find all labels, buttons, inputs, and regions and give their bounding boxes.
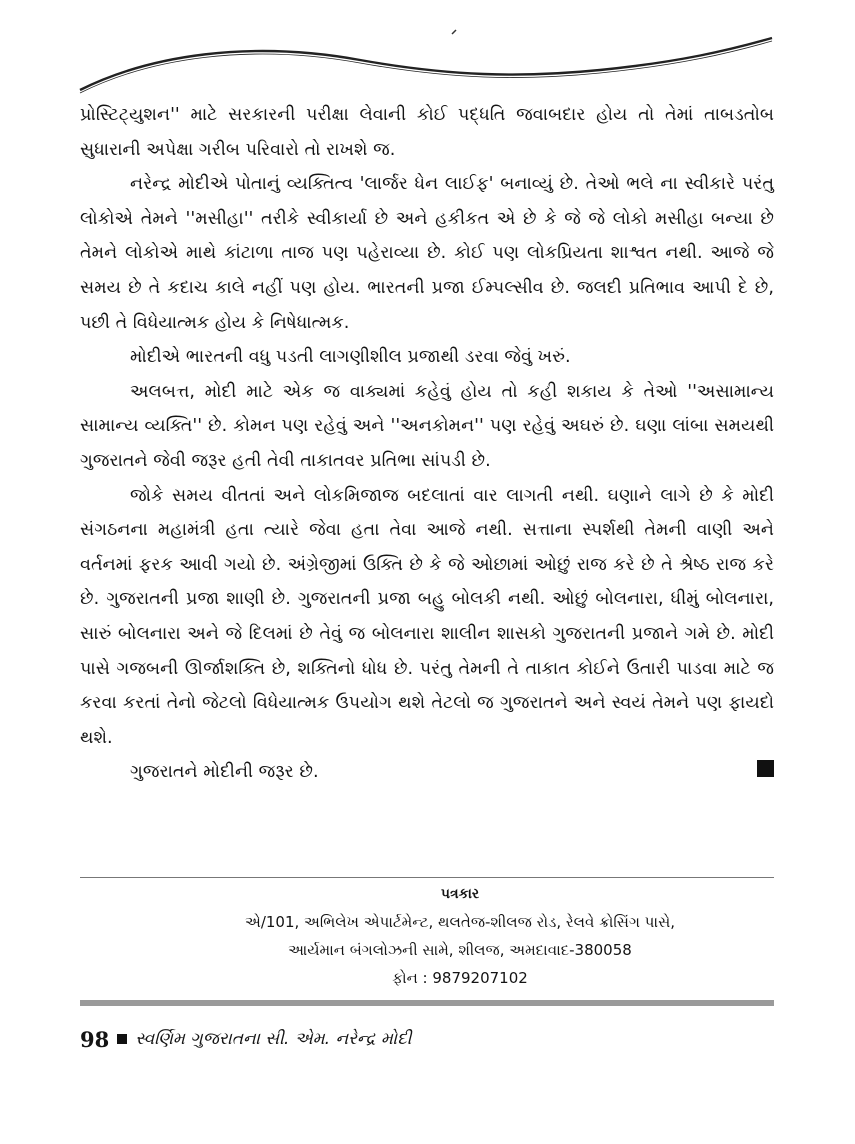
- divider-line: [80, 877, 774, 878]
- author-details: [200, 880, 720, 992]
- footer-divider-bar: [80, 1000, 774, 1006]
- paragraph: અલબત્ત, મોદી માટે એક જ વાક્યમાં કહેવું હોય તો કહી શકાય કે તેઓ ''અસામાન્ય સામાન્ય વ્યક્તિ'' છે. કોમન પણ રહેવું અને ''અનકોમન'' પણ રહેવું અઘરું છે. ઘણા લાંબા સમયથી ગુજરાતને જેવી જરૂર હતી તેવી તાકાતવર પ્રતિભા સાંપડી છે.: [80, 381, 774, 471]
- author-role: પત્રકાર: [440, 886, 480, 902]
- paragraph: નરેન્દ્ર મોદીએ પોતાનું વ્યક્તિત્વ 'લાર્જર ધેન લાઈફ' બનાવ્યું છે. તેઓ ભલે ના સ્વીકારે પરંતુ લોકોએ તેમને ''મસીહા'' તરીકે સ્વીકાર્યા છે અને હકીકત એ છે કે જે જે લોકો મસીહા બન્યા છે તેમને લોકોએ માથે કાંટાળા તાજ પણ પહેરાવ્યા છે. કોઈ પણ લોકપ્રિયતા શાશ્વત નથી. આજે જે સમય છે તે કદાચ કાલે નહીં પણ હોય. ભારતની પ્રજા ઈમ્પલ્સીવ છે. જલદી પ્રતિભાવ આપી દે છે, પછી તે વિધેયાત્મક હોય કે નિષેધાત્મક.: [80, 174, 774, 333]
- end-of-article-square-icon: [757, 760, 774, 777]
- paragraph: જોકે સમય વીતતાં અને લોકમિજાજ બદલાતાં વાર લાગતી નથી. ઘણાને લાગે છે કે મોદી સંગઠનના મહામંત્રી હતા ત્યારે જેવા હતા તેવા આજે નથી. સત્તાના સ્પર્શથી તેમની વાણી અને વર્તનમાં ફરક આવી ગયો છે. અંગ્રેજીમાં ઉક્તિ છે કે જે ઓછામાં ઓછું રાજ કરે છે તે શ્રેષ્ઠ રાજ કરે છે. ગુજરાતની પ્રજા શાણી છે. ગુજરાતની પ્રજા બહુ બોલકી નથી. ઓછું બોલનારા, ધીમું બોલનારા, સારું બોલનારા અને જે દિલમાં છે તેવું જ બોલનારા શાલીન શાસકો ગુજરાતની પ્રજાને ગમે છે. મોદી પાસે ગજબની ઊર્જાશક્તિ છે, શક્તિનો ધોધ છે. પરંતુ તેમની તે તાકાત કોઈને ઉતારી પાડવા માટે જ કરવા કરતાં તેનો જેટલો વિધેયાત્મક ઉપયોગ થશે તેટલો જ ગુજરાતને અને સ્વયં તેમને પણ ફાયદો થશે.: [80, 485, 774, 748]
- book-title: સ્વર્ણિમ ગુજરાતના સી. એમ. નરેન્દ્ર મોદી: [135, 1029, 412, 1049]
- square-bullet-icon: [117, 1034, 127, 1044]
- paragraph: ગુજરાતને મોદીની જરૂર છે.: [130, 762, 319, 783]
- paragraph: પ્રોસ્ટિટ્યુશન'' માટે સરકારની પરીક્ષા લેવાની કોઈ પદ્ધતિ જવાબદાર હોય તો તેમાં તાબડતોબ સુધારાની અપેક્ષા ગરીબ પરિવારો તો રાખશે જ.: [80, 105, 774, 160]
- page-footer: [80, 1024, 412, 1054]
- phone-number: ફોન : 9879207102: [392, 969, 528, 987]
- decorative-wave-header: [0, 0, 855, 100]
- paragraph: મોદીએ ભારતની વધુ પડતી લાગણીશીલ પ્રજાથી ડરવા જેવું ખરું.: [130, 347, 571, 368]
- address-line-2: આર્યમાન બંગલોઝની સામે, શીલજ, અમદાવાદ-380058: [288, 941, 632, 959]
- article-body: [80, 98, 774, 790]
- page-number: 98: [80, 1026, 110, 1052]
- address-line-1: એ/101, અભિલેખ એપાર્ટમેન્ટ, થલતેજ-શીલજ રોડ, રેલવે ક્રોસિંગ પાસે,: [245, 913, 675, 931]
